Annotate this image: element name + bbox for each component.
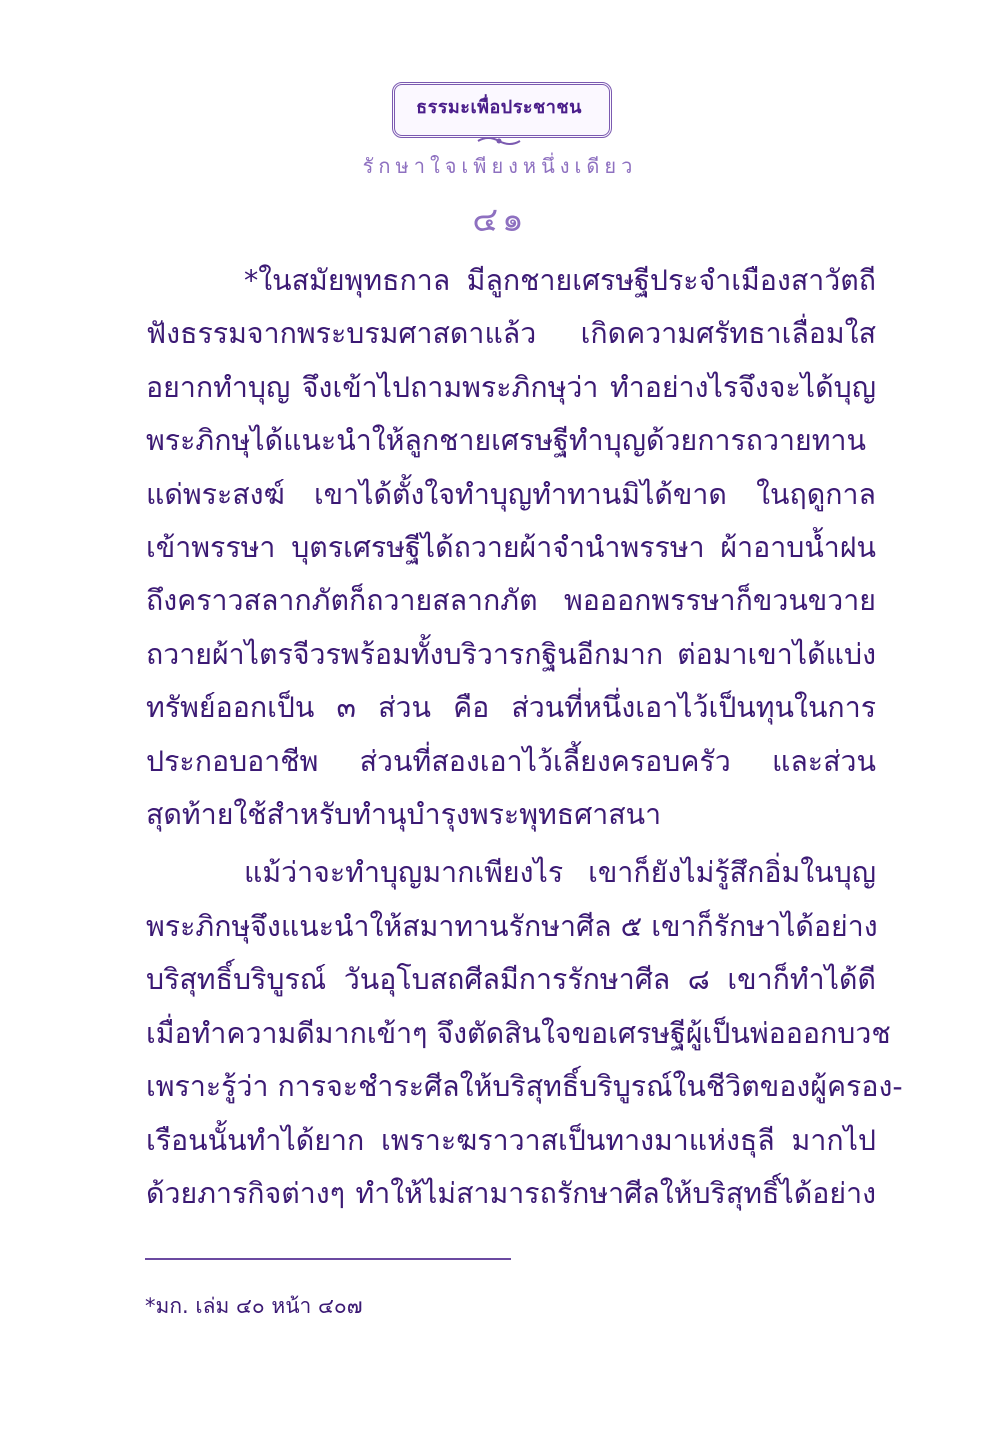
paragraph-1	[146, 254, 876, 841]
text-line: อยากทำบุญ จึงเข้าไปถามพระภิกษุว่า ทำอย่างไรจึงจะได้บุญ	[146, 370, 876, 404]
text-line: พระภิกษุได้แนะนำให้ลูกชายเศรษฐีทำบุญด้วยการถวายทาน	[146, 424, 867, 458]
text-line: *ในสมัยพุทธกาล มีลูกชายเศรษฐีประจำเมืองสาวัตถี	[244, 264, 876, 297]
footnote: *มก. เล่ม ๔๐ หน้า ๔๐๗	[145, 1294, 363, 1318]
text-line: เพราะรู้ว่า การจะชำระศีลให้บริสุทธิ์บริบูรณ์ในชีวิตของผู้ครอง-	[146, 1070, 903, 1104]
text-line: ด้วยภารกิจต่างๆ ทำให้ไม่สามารถรักษาศีลให้บริสุทธิ์ได้อย่าง	[146, 1176, 876, 1210]
ornament-icon	[476, 134, 522, 148]
page-number: ๔๑	[472, 200, 528, 240]
body-text	[146, 254, 903, 1220]
text-line: ถึงคราวสลากภัตก็ถวายสลากภัต พอออกพรรษาก็ขวนขวาย	[146, 584, 876, 618]
text-line: เมื่อทำความดีมากเข้าๆ จึงตัดสินใจขอเศรษฐีผู้เป็นพ่อออกบวช	[146, 1016, 891, 1050]
series-title: รักษาใจเพียงหนึ่งเดียว	[362, 154, 638, 178]
series-logo	[386, 78, 616, 150]
text-line: เรือนนั้นทำได้ยาก เพราะฆราวาสเป็นทางมาแห่งธุลี มากไป	[146, 1123, 876, 1157]
text-line: ฟังธรรมจากพระบรมศาสดาแล้ว เกิดความศรัทธาเลื่อมใส	[146, 317, 876, 351]
text-line: แด่พระสงฆ์ เขาได้ตั้งใจทำบุญทำทานมิได้ขาด ในฤดูกาล	[146, 477, 876, 511]
text-line: แม้ว่าจะทำบุญมากเพียงไร เขาก็ยังไม่รู้สึกอิ่มในบุญ	[244, 856, 876, 890]
paragraph-2	[146, 846, 903, 1220]
text-line: ทรัพย์ออกเป็น ๓ ส่วน คือ ส่วนที่หนึ่งเอาไว้เป็นทุนในการ	[146, 691, 876, 725]
text-line: ประกอบอาชีพ ส่วนที่สองเอาไว้เลี้ยงครอบครัว และส่วน	[146, 744, 876, 778]
text-line: บริสุทธิ์บริบูรณ์ วันอุโบสถศีลมีการรักษาศีล ๘ เขาก็ทำได้ดี	[146, 963, 876, 997]
text-line: เข้าพรรษา บุตรเศรษฐีได้ถวายผ้าจำนำพรรษา ผ้าอาบน้ำฝน	[146, 531, 876, 565]
text-line: สุดท้ายใช้สำหรับทำนุบำรุงพระพุทธศาสนา	[146, 798, 662, 832]
logo-title: ธรรมะเพื่อประชาชน	[416, 97, 582, 118]
text-line: พระภิกษุจึงแนะนำให้สมาทานรักษาศีล ๕ เขาก็รักษาได้อย่าง	[146, 909, 878, 943]
text-line: ถวายผ้าไตรจีวรพร้อมทั้งบริวารกฐินอีกมาก ต่อมาเขาได้แบ่ง	[146, 637, 876, 671]
footnote-divider	[145, 1258, 511, 1260]
